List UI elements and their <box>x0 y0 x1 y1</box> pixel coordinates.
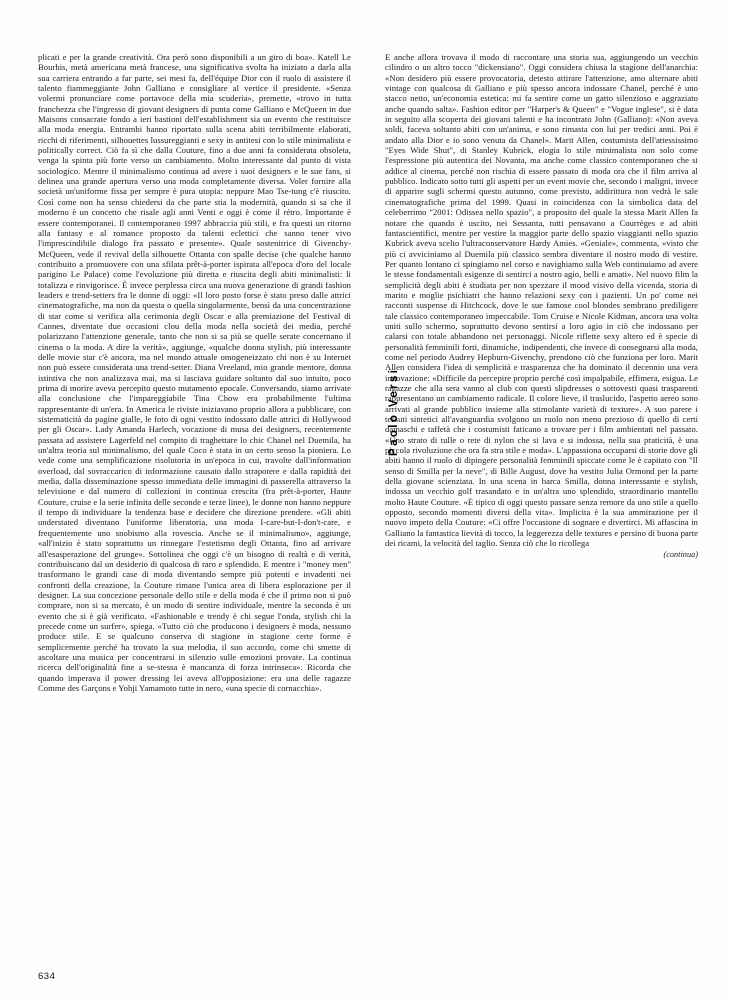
vertical-section-label: Paolo Versi <box>388 367 400 457</box>
right-column-body: E anche allora trovava il modo di raccontare una storia sua, aggiungendo un vecchio cilindro o un altro tocco "dickensiano". Oggi considera chiusa la stagione dell'anarchia: «Non desidero più essere provocatoria, detesto attirare l'attenzione, amo alternare abiti vintage con qualcosa di Galliano e più spesso ancora indossare Chanel, perché è uno stacco netto, un'economia estetica: mi fa sentire come un gatto silenzioso e aggraziato anche quando salta». Fashion editor per "Harper's & Queen" e "Vogue inglese", si è data in seguito alla scoperta dei giovani talenti e ha incontrato John (Galliano): «Non aveva soldi, faceva soltanto abiti con un'anima, e sono rimasta con lui per tredici anni. Poi è andato alla Dior e io sono venuta da Chanel». Marit Allen, costumista dell'attessissimo "Eyes Wide Shut", di Stanley Kubrick, elogia lo stile minimalista non solo come l'espressione più autentica dei Novanta, ma anche come classico contemporaneo che si addice al cinema, perché non rischia di essere passato di moda ora che il film arriva al pubblico. Indicato sotto tutti gli aspetti per un event movie che, secondo i maligni, invece di apparire sugli schermi questo autunno, come previsto, addirittura non vedrà le sale cinematografiche prima del 1999. Quasi in coincidenza con la simbolica data del celeberrimo "2001: Odissea nello spazio", a proposito del quale la stessa Marit Allen fa notare che quando è uscito, nei Sessanta, tutti pensavano a Courrèges e ad abiti fantascientifici, mentre per vestire la maggior parte dello spazio viaggianti nello spazio Kubrick aveva scelto l'ultraconservatore Hardy Amies. «Geniale», commenta, «visto che più ci avviciniamo al Duemila più classico sembra diventare il nostro modo di vestire. Per quanto lontano ci spingiamo nel corso e navighiamo sulla Web continuiamo ad avere le stesse fondamentali esigenze di sentirci a nostro agio, belli e amati». Nel nuovo film la semplicità degli abiti è studiata per non spezzare il mood visivo della vicenda, storia di marito e moglie psichiatri che hanno relazioni sexy con i pazienti. Un po' come nei racconti suspense di Hitchcock, dove le sue famose cool blondes sembrano prediligere tale classico contemporaneo impeccabile. Tom Cruise e Nicole Kidman, ancora una volta uniti sullo schermo, soprattutto devono sentirsi a loro agio in ciò che indossano per calarsi con totale abbandono nei personaggi. Nicole riflette sexy altero ed è specie di personalità femminili forti, dinamiche, indipendenti, che invece di consegnarsi alla moda, come nel periodo Audrey Hepburn-Givenchy, prendono ciò che funziona per loro. Marit Allen considera l'idea di semplicità e trasparenza che ha dominato il decennio una vera innovazione: «Difficile da percepire proprio perché così impalpabile, effimera, esigua. Le ragazze che alla sera vanno al club con questi slipdresses o sottovesti quasi trasparenti rappresentano un cambiamento radicale. Il colore lieve, il traslucido, l'aspetto aereo sono arrivati al grande pubblico insieme alla stimolante varietà di texture». A suo parere i tessuti sintetici all'avanguardia svolgono un ruolo non meno prezioso di quello di certi damaschi e taffetà che i costumisti faticano a trovare per i film ambientati nel passato. «Uno strato di tulle o rete di nylon che si lava e si indossa, nella sua praticità, è una piccola rivoluzione che ora fa stra stile e moda». L'appassiona occuparsi di storie dove gli abiti hanno il ruolo di dipingere personalità femminili spiccate come le è capitato con "Il senso di Smilla per la neve", di Bille August, dove ha vestito Julia Ormond per la parte della giovane scienziata. In una scena in barca Smilla, donna interessante e stylish, indossa un vecchio golf trasandato e in un'altra uno splendido, straordinario mantello molto Haute Couture. «È tipico di oggi questo passare senza remore da uno stile a quello opposto, secondo momenti diversi della vita». Implicita è la sua ammirazione per il nuovo impeto della Couture: «Ci offre l'occasione di sognare e divertirci. Mi affascina in Galliano la fantastica lievità di tocco, la leggerezza delle textures e persino di buona parte dei ricami, la velocità del taglio. Senza ciò che lo ricollega <box>385 52 698 549</box>
left-column-body: plicati e per la grande creatività. Ora però sono disponibili a un giro di boa». Katell Le Bourhis, metà americana metà francese, una significativa svolta ha iniziato a darla alla sua carriera entrando a far parte, sei mesi fa, dell'équipe Dior con il ruolo di assistere il talento fiammeggiante John Galliano e consigliare al vertice il presidente. «Senza volermi pronunciare come portavoce della mia scuderia», premette, «trovo in tutta franchezza che l'ingresso di giovani designers di punta come Galliano e McQueen in due Maisons consacrate fondo a ieri bastioni dell'establishment sia un evento che restituisce alla moda energia. Entrambi hanno riportato sulla scena abiti terribilmente elaborati, ricchi di riferimenti, silhouettes lussureggianti e sexy in antitesi con lo stile minimalista e politically correct. Ciò fa sì che dalla Couture, fino a due anni fa considerata obsoleta, venga la spinta più forte verso un cambiamento. Molto interessante dal punto di vista sociologico. Mentre il minimalismo continua ad avere i suoi designers e le sue fans, si delinea una grande apertura verso una moda completamente diversa. Voler fornire alla società un'uniforme fissa per sempre è pura utopia: neppure Mao Tse-tung c'è riuscito. Così come non ha senso chiedersi da che parte stia la modernità, quando si sa che il moderno è un concetto che risale agli anni Venti e oggi è come il rétro. Importante è essere contemporanei. Il contemporaneo 1997 abbraccia più stili, e fra questi un ritorno alla fantasy e al romance proposto da talenti eclettici che sanno tener vivo l'imprescindibile dialogo fra passato e presente». Quale sostenitrice di Givenchy-McQueen, vede il revival della silhouette Ottanta con spalle decise (che qualche hanno contribuito a promuovere con una sfilata prêt-à-porter ispirata all'epoca d'oro del locale parigino Le Palace) come l'evoluzione più diretta e riuscita degli abiti minimalisti: li totalizza e rinvigorisce. È invece perplessa circa una nuova generazione di grandi fashion leaders e trend-setters fra le donne di oggi: «Il loro posto forse è stato preso dalle attrici cinematografiche, ma non da questa o quella singolarmente, bensì da una concentrazione di star come si verifica alla cerimonia degli Oscar e alla premiazione del Festival di Cannes, diventate due occasioni clou della moda nella società dei media, perché polarizzano l'attenzione generale, tanto che non si sa più se quelle serate concernano il cinema o la moda. A dire la verità», aggiunge, «qualche donna stylish, più interessante delle movie star c'è ancora, ma nel mondo attuale omogeneizzato chi non è su Internet non può essere considerata una trend-setter. Diana Vreeland, mio grande mentore, donna istintiva che non analizzava mai, ma si lasciava guidare soltanto dal suo intuito, poco prima di morire aveva percepito questo mutamento epocale. Conversando, siamo arrivate alla conclusione che l'impareggiabile Tina Chow era probabilmente l'ultima rappresentante di un'era. In America le riviste iniziavano proprio allora a pubblicare, con sistematicità da pagine gialle, le foto di ogni vestito indossato dalle attrici di Hollywood per gli Oscar». Lady Amanda Harlech, vocazione di musa dei designers, recentemente passata ad assistere Lagerfeld nel compito di traghettare lo chic Chanel nel Duemila, ha un'altra teoria sul minimalismo, del quale Coco è stata in un certo senso la pioniera. Lo vede come una semplificazione risolutoria in un'epoca in cui, travolte dall'information overload, dal sovraccarico di informazione causato dallo strapotere e dalla rapidità dei media, dalla disseminazione spesso immediata delle immagini di passerella attraverso la televisione e dal numero di collezioni in continua crescita (fra prêt-à-porter, Haute Couture, cruise e la serie infinita delle seconde e terze linee), le donne non hanno neppure il tempo di individuare la tendenza base e decidere che direzione prendere. «Gli abiti understated diventano l'uniforme liberatoria, una moda I-care-but-I-don't-care, e frequentemente uno snobismo alla rovescia. Anche se il minimalismo», aggiunge, «all'inizio è stato soprattutto un rinnegare l'estetismo degli Ottanta, fino ad arrivare all'esasperazione del grunge». Sottolinea che oggi c'è un bisogno di realtà e di verità, contribuiscano dal un desiderio di qualcosa di raro e splendido. E mentre i "money men" trasformano le grandi case di moda diventando sempre più potenti e invadenti nei confronti della creazione, la Couture rimane l'unica area di libera esplorazione per il designer. La sua concezione personale dello stile e della moda è che il primo non si può comprare, non si sa mercato, è un modo di sentire individuale, mentre la seconda è un evento che si è già verificato. «Fashionable e trendy è chi segue l'onda, stylish chi la precede come un surfer», spiega. «Tutto ciò che producono i designers è moda, nessuno produce stile. E se qualcuno conserva di stagione in stagione certe forme è semplicemente perché ha trovato la sua melodia, il suo accordo, come chi smette di ascoltare una musica per concentrarsi in silenzio sulle emozioni provate. La continua ricerca dell'originalità fine a se-stessa è mancanza di forza intrinseca». Ricorda che quando imperava il power dressing lei aveva all'opposizione: era una delle ragazze Comme des Garçons e Yohji Yamamoto tutte in nero, «una specie di cornacchia». <box>38 52 351 693</box>
left-text-column <box>38 52 351 957</box>
article-columns <box>38 52 698 957</box>
right-text-column <box>385 52 698 957</box>
continuation-note: (continua) <box>663 549 698 559</box>
page-number: 634 <box>38 971 56 982</box>
